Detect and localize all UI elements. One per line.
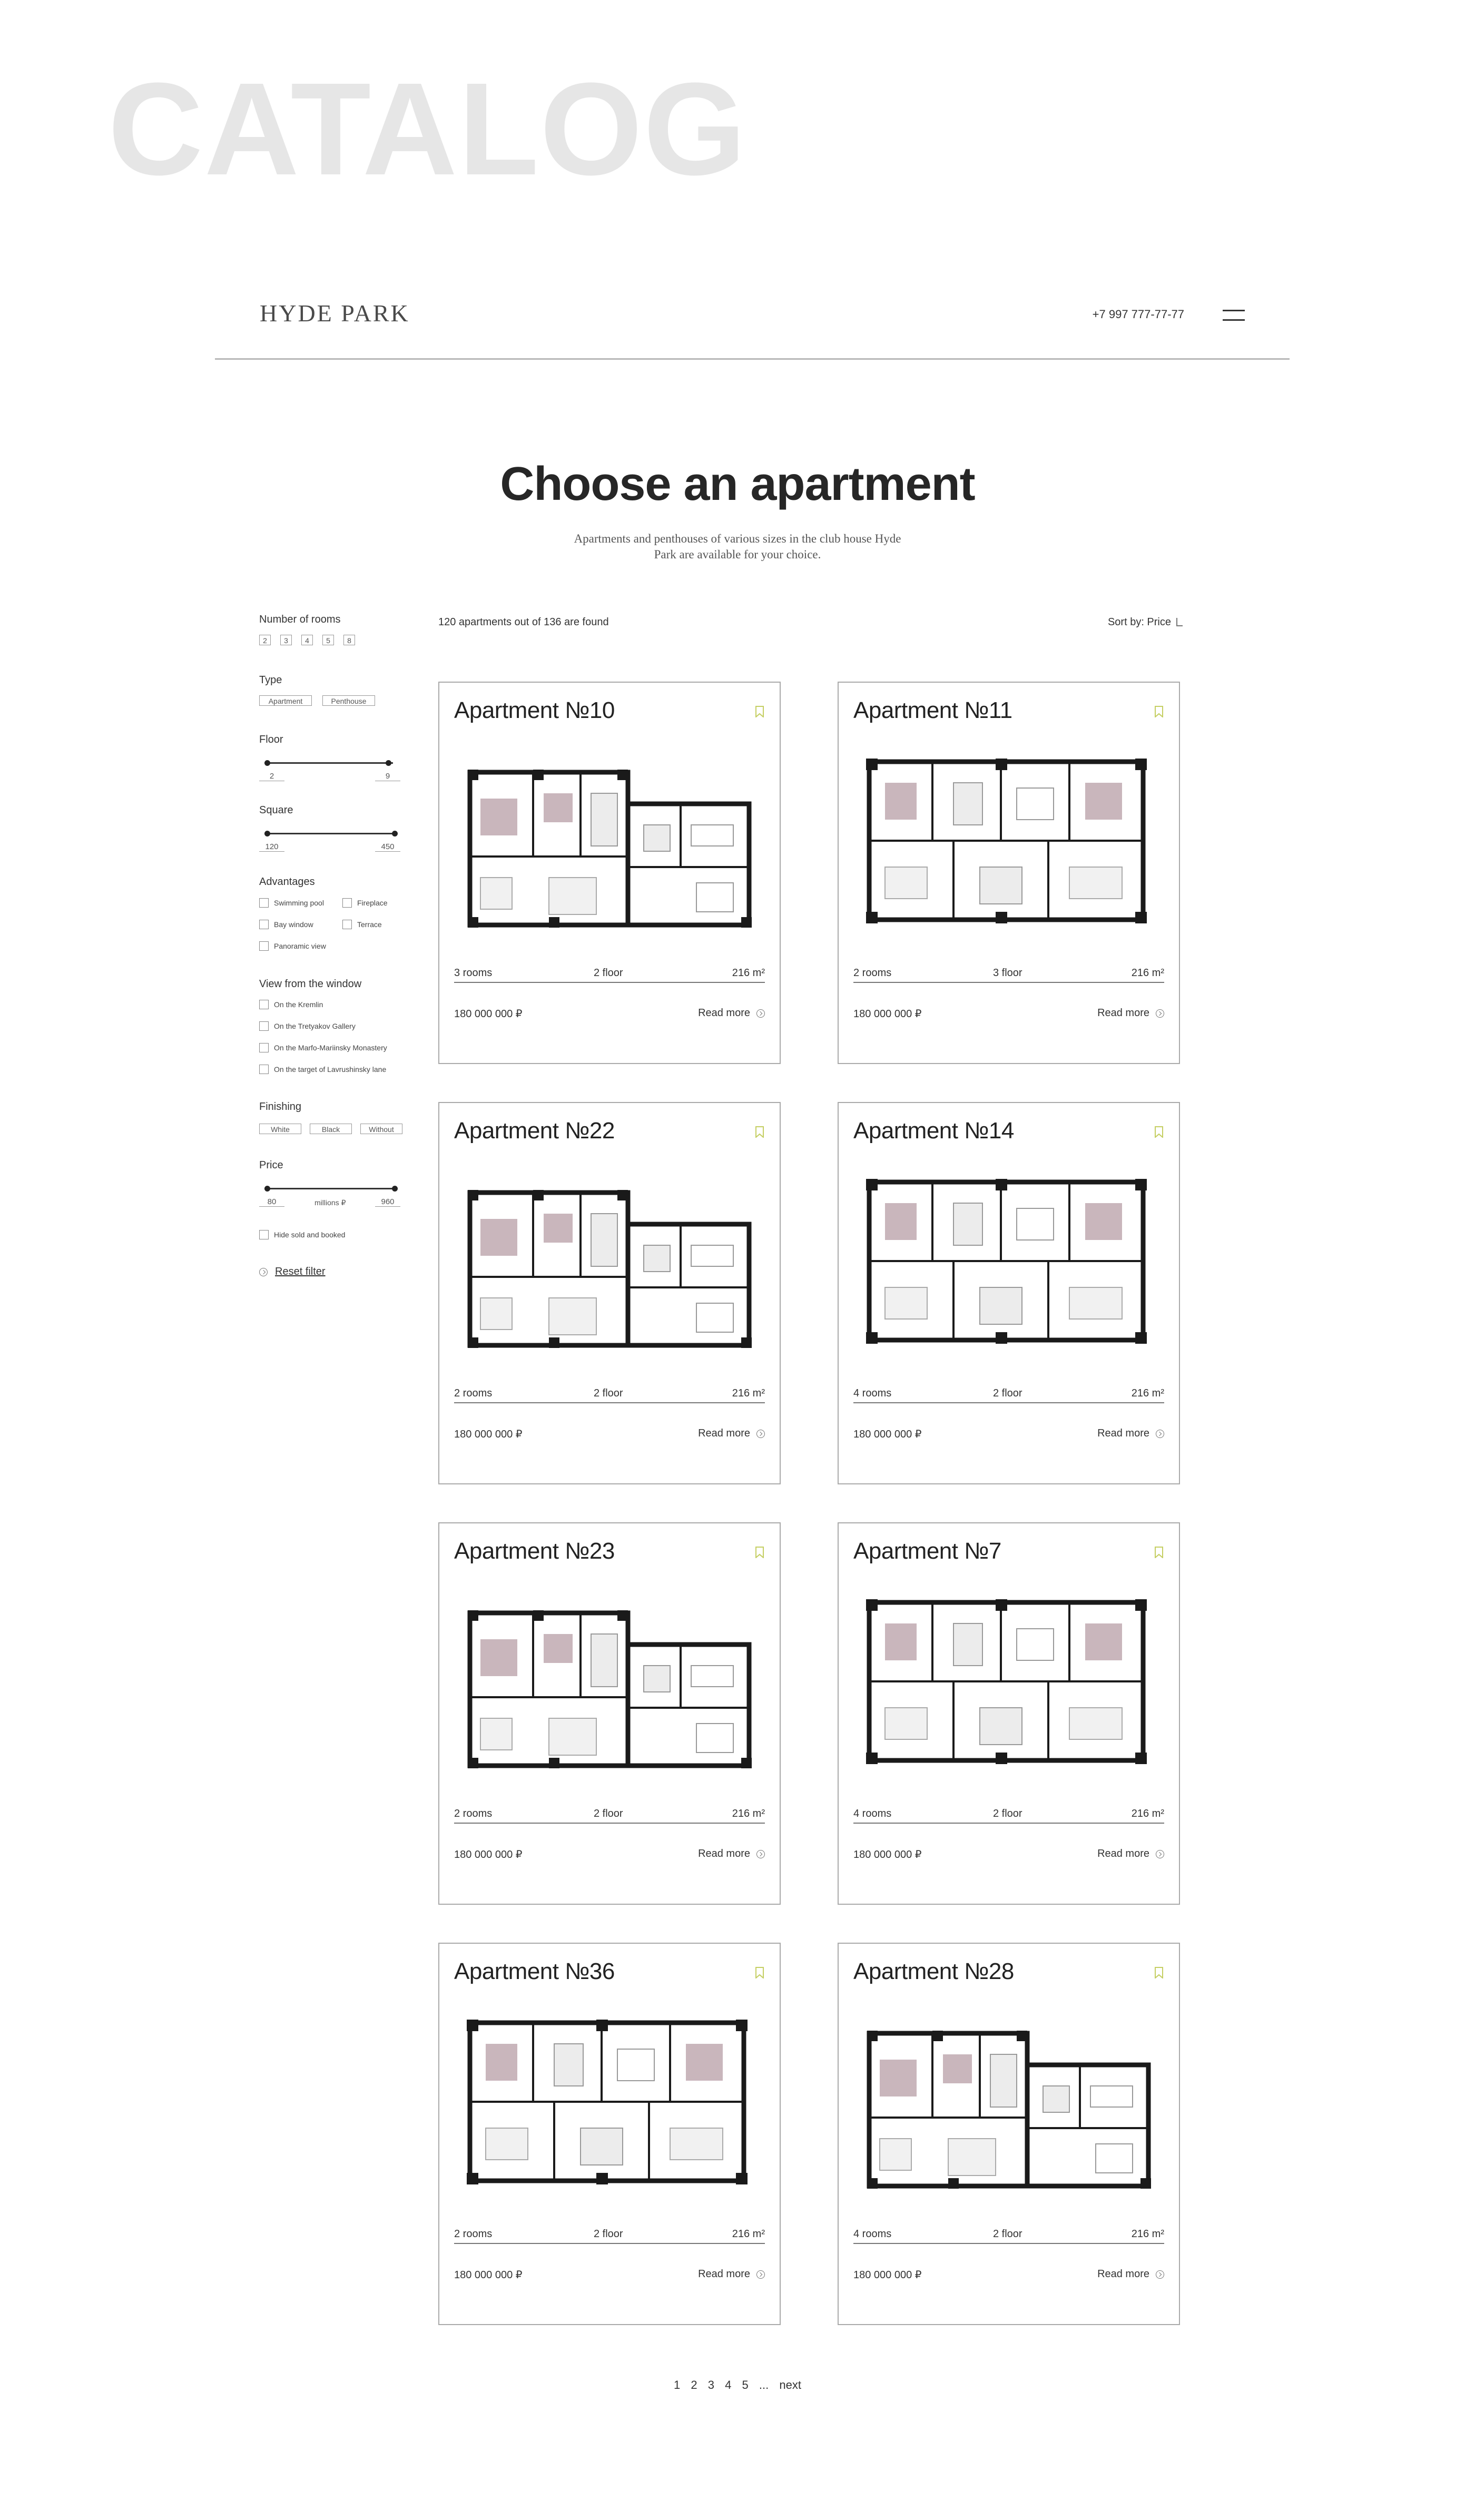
apartment-price: 180 000 000 ₽ bbox=[853, 1008, 922, 1020]
sort-icon bbox=[1176, 618, 1183, 626]
rooms-chip[interactable]: 2 bbox=[259, 635, 271, 645]
floor-plan-image bbox=[853, 2012, 1166, 2191]
arrow-right-icon bbox=[756, 2270, 765, 2279]
next-page-link[interactable]: next bbox=[779, 2378, 801, 2391]
read-more-link[interactable]: Read more bbox=[698, 2268, 765, 2280]
apartment-specs: 2 rooms 3 floor 216 m² bbox=[853, 967, 1164, 983]
page-link[interactable]: 2 bbox=[691, 2378, 697, 2391]
bookmark-icon[interactable] bbox=[755, 1547, 764, 1558]
pagination-ellipsis: ... bbox=[759, 2378, 769, 2391]
advantage-checkbox[interactable]: Terrace bbox=[342, 920, 382, 929]
floor-slider-track bbox=[267, 762, 393, 764]
apartment-specs: 3 rooms 2 floor 216 m² bbox=[454, 967, 765, 983]
reset-filter-button[interactable]: Reset filter bbox=[259, 1266, 326, 1278]
pagination bbox=[0, 2378, 1475, 2392]
page-link[interactable]: 5 bbox=[742, 2378, 749, 2391]
price-max-value[interactable]: 960 bbox=[375, 1197, 400, 1207]
bookmark-icon[interactable] bbox=[755, 706, 764, 717]
page-link[interactable]: 1 bbox=[674, 2378, 681, 2391]
square-label: Square bbox=[259, 804, 293, 816]
menu-icon[interactable] bbox=[1223, 310, 1245, 322]
read-more-link[interactable]: Read more bbox=[1097, 1428, 1164, 1440]
advantage-checkbox[interactable]: Swimming pool bbox=[259, 898, 324, 908]
sort-control[interactable]: Sort by: Price bbox=[1108, 616, 1183, 628]
apartment-specs: 2 rooms 2 floor 216 m² bbox=[454, 1808, 765, 1824]
floor-slider-min-handle[interactable] bbox=[264, 760, 270, 766]
arrow-right-icon bbox=[756, 1430, 765, 1438]
rooms-label: Number of rooms bbox=[259, 614, 341, 625]
apartment-price: 180 000 000 ₽ bbox=[853, 1849, 922, 1861]
read-more-link[interactable]: Read more bbox=[698, 1848, 765, 1860]
bookmark-icon[interactable] bbox=[1155, 1547, 1163, 1558]
square-max-value[interactable]: 450 bbox=[375, 842, 400, 852]
catalog-heading: CATALOG bbox=[108, 55, 747, 202]
floor-plan-image bbox=[853, 1592, 1166, 1771]
finishing-label: Finishing bbox=[259, 1101, 302, 1113]
floor-max-value[interactable]: 9 bbox=[375, 772, 400, 781]
apartment-card[interactable] bbox=[438, 1102, 781, 1484]
apartment-title: Apartment №10 bbox=[454, 697, 615, 723]
rooms-chip[interactable]: 4 bbox=[301, 635, 313, 645]
page-subtitle: Apartments and penthouses of various sizes in the club house Hyde Park are available for your choice. bbox=[574, 532, 901, 561]
read-more-link[interactable]: Read more bbox=[1097, 2268, 1164, 2280]
phone-number[interactable]: +7 997 777-77-77 bbox=[1092, 308, 1184, 321]
floor-plan-image bbox=[853, 751, 1166, 930]
rooms-chip[interactable]: 8 bbox=[343, 635, 355, 645]
square-slider-min-handle[interactable] bbox=[264, 831, 270, 836]
arrow-right-icon bbox=[756, 1850, 765, 1858]
view-checkbox[interactable]: On the Marfo-Mariinsky Monastery bbox=[259, 1043, 387, 1052]
results-count: 120 apartments out of 136 are found bbox=[438, 616, 609, 628]
apartment-title: Apartment №28 bbox=[853, 1958, 1014, 1984]
price-slider-track bbox=[267, 1188, 397, 1189]
apartment-title: Apartment №14 bbox=[853, 1118, 1014, 1144]
apartment-card[interactable] bbox=[838, 1102, 1180, 1484]
apartment-price: 180 000 000 ₽ bbox=[853, 1429, 922, 1440]
apartment-specs: 2 rooms 2 floor 216 m² bbox=[454, 2228, 765, 2244]
arrow-right-icon bbox=[1156, 1009, 1164, 1018]
bookmark-icon[interactable] bbox=[755, 1126, 764, 1138]
apartment-title: Apartment №11 bbox=[853, 697, 1012, 723]
floor-plan-image bbox=[853, 1172, 1166, 1351]
advantage-checkbox[interactable]: Fireplace bbox=[342, 898, 388, 908]
advantage-checkbox[interactable]: Panoramic view bbox=[259, 941, 326, 951]
floor-slider-max-handle[interactable] bbox=[386, 760, 391, 766]
apartment-specs: 4 rooms 2 floor 216 m² bbox=[853, 1387, 1164, 1403]
apartment-price: 180 000 000 ₽ bbox=[454, 1008, 523, 1020]
square-slider-track bbox=[267, 833, 397, 834]
apartment-card[interactable] bbox=[438, 1943, 781, 2325]
type-chip-apartment[interactable]: Apartment bbox=[259, 695, 312, 706]
price-slider-max-handle[interactable] bbox=[392, 1186, 398, 1192]
apartment-specs: 2 rooms 2 floor 216 m² bbox=[454, 1387, 765, 1403]
rooms-chip[interactable]: 3 bbox=[280, 635, 292, 645]
apartment-price: 180 000 000 ₽ bbox=[454, 2269, 523, 2281]
finishing-chip-white[interactable]: White bbox=[259, 1124, 301, 1134]
hide-sold-checkbox[interactable]: Hide sold and booked bbox=[259, 1230, 345, 1239]
apartment-card[interactable] bbox=[838, 1522, 1180, 1905]
floor-plan-image bbox=[454, 2012, 767, 2191]
bookmark-icon[interactable] bbox=[1155, 1967, 1163, 1978]
price-label: Price bbox=[259, 1159, 283, 1171]
bookmark-icon[interactable] bbox=[755, 1967, 764, 1978]
bookmark-icon[interactable] bbox=[1155, 706, 1163, 717]
page-title: Choose an apartment bbox=[500, 458, 975, 510]
view-checkbox[interactable]: On the target of Lavrushinsky lane bbox=[259, 1065, 386, 1074]
read-more-link[interactable]: Read more bbox=[698, 1007, 765, 1019]
apartment-price: 180 000 000 ₽ bbox=[454, 1849, 523, 1861]
apartment-card[interactable] bbox=[838, 682, 1180, 1064]
site-header bbox=[215, 289, 1290, 360]
floor-label: Floor bbox=[259, 734, 283, 745]
apartment-title: Apartment №22 bbox=[454, 1118, 615, 1144]
apartment-specs: 4 rooms 2 floor 216 m² bbox=[853, 1808, 1164, 1824]
floor-plan-image bbox=[454, 751, 767, 930]
floor-plan-image bbox=[454, 1592, 767, 1771]
apartment-card[interactable] bbox=[438, 682, 781, 1064]
logo[interactable]: HYDE PARK bbox=[260, 300, 410, 327]
floor-min-value[interactable]: 2 bbox=[259, 772, 284, 781]
apartment-price: 180 000 000 ₽ bbox=[454, 1429, 523, 1440]
view-checkbox[interactable]: On the Tretyakov Gallery bbox=[259, 1021, 356, 1031]
view-label: View from the window bbox=[259, 978, 362, 990]
read-more-link[interactable]: Read more bbox=[1097, 1007, 1164, 1019]
reset-icon bbox=[259, 1268, 268, 1276]
read-more-link[interactable]: Read more bbox=[1097, 1848, 1164, 1860]
square-slider-max-handle[interactable] bbox=[392, 831, 398, 836]
apartment-card[interactable] bbox=[838, 1943, 1180, 2325]
apartment-title: Apartment №23 bbox=[454, 1538, 615, 1564]
advantages-label: Advantages bbox=[259, 876, 315, 888]
rooms-chip[interactable]: 5 bbox=[322, 635, 334, 645]
advantage-checkbox[interactable]: Bay window bbox=[259, 920, 313, 929]
finishing-chip-black[interactable]: Black bbox=[310, 1124, 352, 1134]
apartment-title: Apartment №36 bbox=[454, 1958, 615, 1984]
price-slider-min-handle[interactable] bbox=[264, 1186, 270, 1192]
price-min-value[interactable]: 80 bbox=[259, 1197, 284, 1207]
page-link[interactable]: 4 bbox=[725, 2378, 732, 2391]
type-chip-penthouse[interactable]: Penthouse bbox=[322, 695, 375, 706]
arrow-right-icon bbox=[756, 1009, 765, 1018]
apartment-specs: 4 rooms 2 floor 216 m² bbox=[853, 2228, 1164, 2244]
floor-plan-image bbox=[454, 1172, 767, 1351]
price-unit: millions ₽ bbox=[314, 1198, 346, 1207]
arrow-right-icon bbox=[1156, 1850, 1164, 1858]
view-checkbox[interactable]: On the Kremlin bbox=[259, 1000, 323, 1009]
apartment-card[interactable] bbox=[438, 1522, 781, 1905]
arrow-right-icon bbox=[1156, 2270, 1164, 2279]
page-link[interactable]: 3 bbox=[707, 2378, 715, 2391]
bookmark-icon[interactable] bbox=[1155, 1126, 1163, 1138]
type-label: Type bbox=[259, 674, 282, 686]
read-more-link[interactable]: Read more bbox=[698, 1428, 765, 1440]
arrow-right-icon bbox=[1156, 1430, 1164, 1438]
apartment-title: Apartment №7 bbox=[853, 1538, 1001, 1564]
finishing-chip-without[interactable]: Without bbox=[360, 1124, 402, 1134]
apartment-price: 180 000 000 ₽ bbox=[853, 2269, 922, 2281]
square-min-value[interactable]: 120 bbox=[259, 842, 284, 852]
